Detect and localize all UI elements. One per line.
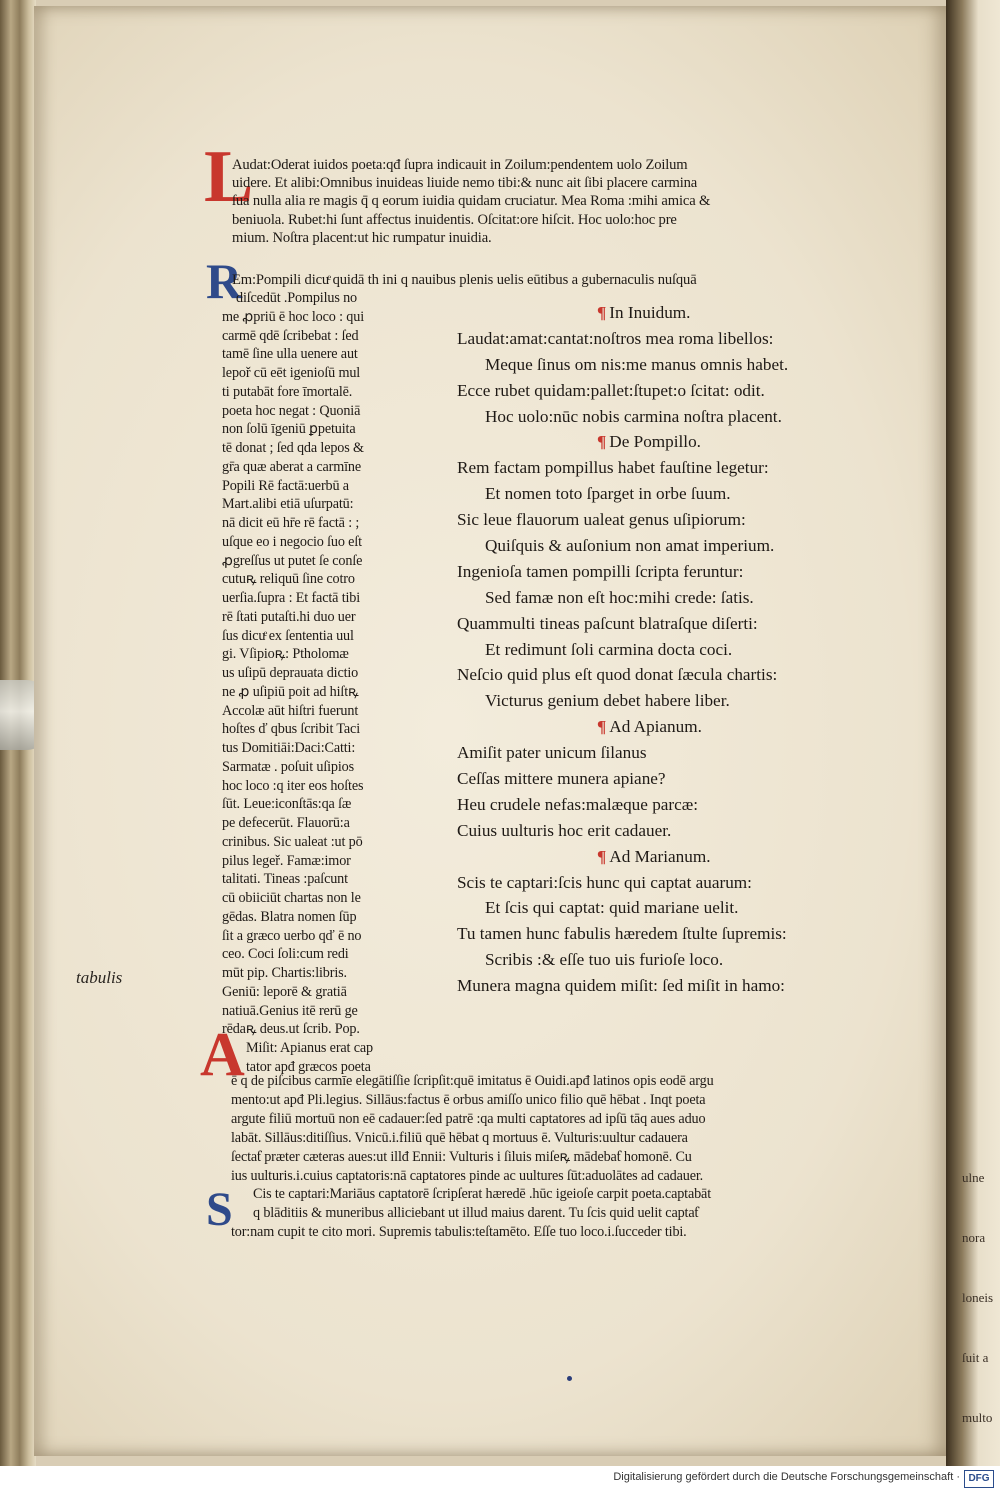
commentary-line: mūt pip. Chartis:libris. [222,965,347,981]
bottom-commentary [231,1072,921,1242]
fragment-line: ulne [962,1170,985,1185]
commentary-line: Geniū: leporē & gratiā [222,983,347,1000]
margin-note: tabulis [76,968,123,987]
commentary-line: Miſit: Apianus erat cap [246,1040,373,1056]
fragment-line: multo [962,1410,993,1425]
poem-line: Laudat:amat:cantat:noſtros mea roma libellos: [457,328,774,348]
commentary-line: carmē qdē ſcribebat : ſed [222,327,359,344]
commentary-line: Popili Rē factā:uerbū a [222,477,349,494]
poem-line: Scribis :& eſſe tuo uis furioſe loco. [485,950,724,970]
pilcrow-icon: ¶ [597,303,607,322]
poem-line: Scis te captari:ſcis hunc qui captat auarum: [457,872,752,892]
commentary-line: Sarmatæ . poſuit uſipios [222,758,354,775]
fragment-line: ſuit a [962,1350,989,1365]
fragment-line: nora [962,1230,986,1245]
commentary-line: Em:Pompili dicuͤ quidā th ini q nauibus plenis uelis eūtibus a gubernaculis nuſquā [232,272,697,288]
dfg-logo: DFG [964,1470,994,1488]
commentary-line: rē ſtati putaſti.hi duo uer [222,608,356,625]
page-dot [567,1376,572,1381]
commentary-line: tor:nam cupit te cito mori. Supremis tabulis:teſtamēto. Eſſe tuo loco.i.ſucceder tibi. [231,1224,687,1241]
commentary-line: me ꝓpriū ē hoc loco : qui [222,308,364,325]
poem-heading-text: Ad Marianum. [609,846,711,866]
poem-line: Neſcio quid plus eſt quod donat ſæcula chartis: [457,665,778,685]
footer-bar [0,1466,1000,1492]
next-page-fragment [962,1128,1000,1466]
footer-credit: Digitalisierung gefördert durch die Deutsche Forschungsgemeinschaft · [613,1471,960,1483]
poem-line: Et redimunt ſoli carmina docta coci. [485,639,733,659]
commentary-line: hoſtes ď qbus ſcribit Taci [222,721,360,738]
commentary-line: talitati. Tineas :paſcunt [222,871,348,888]
commentary-line: tator apđ græcos poeta [246,1058,371,1075]
poem-line: Quiſquis & auſonium non amat imperium. [485,536,775,556]
poem-line: Sed famæ non eſt hoc:mihi crede: ſatis. [485,587,754,607]
rem-commentary-line [232,271,922,289]
poem-line: Hoc uolo:nūc nobis carmina noſtra placent. [485,406,782,426]
poem-line: Victurus genium debet habere liber. [485,691,730,711]
poem-heading-text: De Pompillo. [609,432,701,452]
commentary-line: Mart.alibi etiā uſurpatū: [222,496,354,513]
commentary-line: ſūt. Leue:iconſtās:qa ſæ [222,796,352,813]
commentary-line: Audat:Oderat iuidos poeta:qđ ſupra indicauit in Zoilum:pendentem uolo Zoilum [232,157,688,173]
fragment-line: loneis [962,1290,994,1305]
commentary-line: argute filiū mortuū non eē cadauer:ſed patrē :qa multi captatores ad ipſū tāq aues aduo [231,1110,706,1127]
poem-heading [457,429,917,455]
commentary-line: gi. Vſipioꝶ: Ptholomæ [222,646,349,663]
poem-heading [457,844,917,870]
initial-S: S [206,1183,233,1236]
commentary-line: lepoř cū eēt igenioſū mul [222,365,361,381]
commentary-line: non ſolū īgeniū ꝑpetuita [222,421,356,438]
initial-L: L [204,136,254,218]
commentary-line: ſectaƭ præter cæteras aues:ut illđ Ennii: Vulturis i ſiluis miſeꝶ mādebaƭ homonē. Cu [231,1148,692,1165]
initial-R: R [206,253,243,309]
commentary-line: ceo. Coci ſoli:cum redi [222,946,349,963]
pilcrow-icon: ¶ [597,717,607,737]
poem-line: Heu crudele nefas:malæque parcæ: [457,794,699,814]
poem-heading-text: Ad Apianum. [609,717,702,737]
commentary-line: ius uulturis.i.cuius captatoris:nā captatores pinde ac uultures ſūt:aduolātes ad cadauer. [231,1167,704,1184]
commentary-line: ne ꝓ uſipiū poit ad hiſtꝶ [222,683,359,700]
poem-line: Sic leue flauorum ualeat genus uſipiorum: [457,510,746,530]
initial-A: A [200,1021,245,1089]
poem-heading-text: In Inuidum. [609,303,691,322]
commentary-line: ſua nulla alia re magis q̄ q eorum iuidia quidam cruciatur. Mea Roma :mihi amica & [232,193,711,210]
commentary-line: Accolæ aūt hiſtri fuerunt [222,702,359,719]
top-commentary [232,156,922,247]
poem-line: Quammulti tineas paſcunt blatraſque diſerti: [457,613,758,633]
commentary-line: tē donat ; ſed qda lepos & [222,440,364,456]
commentary-line: poeta hoc negat : Quoniā [222,402,361,419]
poem-line: Cuius uulturis hoc erit cadauer. [457,820,672,840]
poem-line: Munera magna quidem miſit: ſed miſit in hamo: [457,976,785,996]
commentary-line: q blāditiis & muneribus alliciebant ut illud maius darent. Tu ſcis quid uelit captaƭ [253,1205,699,1222]
commentary-line: gēdas. Blatra nomen ſūp [222,908,357,925]
commentary-line: diſcedūt .Pompilus no [236,290,357,306]
poem-line: Meque ſinus om nis:me manus omnis habet. [485,354,789,374]
commentary-line: nā dicit eū hr̄e rē factā : ; [222,515,360,531]
commentary-line: ꝓgreſſus ut putet ſe conſe [222,552,363,569]
poem-heading [457,714,917,740]
left-commentary-column [222,289,430,1077]
pilcrow-icon: ¶ [597,846,607,866]
commentary-line: pe defecerūt. Flauorū:a [222,815,350,831]
commentary-line: uidere. Et alibi:Omnibus inuideas liuide nemo tibi:& nunc ait ſibi placere carmina [232,175,698,192]
commentary-line: labāt. Sillāus:ditiſſius. Vnicū.i.filiū quē hēbat q mortuus ē. Vulturis:uultur cadauera [231,1129,688,1146]
poem-line: Ceſſas mittere munera apiane? [457,769,666,789]
commentary-line: hoc loco :q iter eos hoſtes [222,777,364,794]
commentary-line: ſit a græco uerbo qď ē no [222,927,362,944]
poem-line: Amiſit pater unicum ſilanus [457,743,647,763]
poem-line: Et ſcis qui captat: quid mariane uelit. [485,898,739,918]
poem-line: Tu tamen hunc fabulis hæredem ſtulte ſupremis: [457,924,787,944]
poem-line: Ingenioſa tamen pompilli ſcripta feruntur: [457,561,744,581]
poem-line: Rem factam pompillus habet fauſtine legetur: [457,458,769,478]
commentary-line: mium. Noſtra placent:ut hic rumpatur inuidia. [232,229,492,246]
commentary-line: us uſipū deprauata dictio [222,665,359,681]
commentary-line: natiuā.Genius itē rerū ge [222,1002,358,1019]
commentary-line: mento:ut apđ Pli.legius. Sillāus:factus ē orbus amiſſo unico filio quē hēbat . Inqt poeta [231,1091,706,1108]
pilcrow-icon: ¶ [597,432,607,452]
poem-line: Et nomen toto ſparget in orbe ſuum. [485,484,731,504]
commentary-line: tus Domitiāi:Daci:Catti: [222,740,356,756]
commentary-line: ſus dicuͤ ex ſententia uul [222,627,354,644]
commentary-line: cutuꝶ reliquū ſine cotro [222,571,355,588]
poem-heading [457,300,917,326]
commentary-line: ē q de piſcibus carmīe elegātiſſie ſcripſit:quē imitatus ē Ouidi.apđ latinos opis eodē argu [231,1073,714,1089]
commentary-line: beniuola. Rubet:hi ſunt affectus inuidentis. Oſcitat:ore hiſcit. Hoc uolo:hoc pre [232,211,677,228]
commentary-line: pilus legeř. Famæ:imor [222,852,351,869]
commentary-line: crinibus. Sic ualeat :ut pō [222,833,363,850]
commentary-line: uerſia.ſupra : Et factā tibi [222,590,361,606]
commentary-line: gr̄a quæ aberat a carmīne [222,458,361,475]
commentary-line: Cis te captari:Mariāus captatorē ſcripſerat hæredē .hūc igeioſe carpit poeta.captabāt [253,1186,711,1203]
commentary-line: cū obiiciūt chartas non le [222,890,361,906]
poem-column [457,300,917,999]
commentary-line: tamē ſine ulla uenere aut [222,346,358,363]
commentary-line: uſque eo i negocio ſuo eſt [222,533,362,550]
poem-line: Ecce rubet quidam:pallet:ſtupet:o ſcitat: odit. [457,380,765,400]
commentary-line: ti putabāt fore īmortalē. [222,383,353,400]
commentary-line: rēdaꝶ deus.ut ſcrib. Pop. [222,1021,360,1038]
